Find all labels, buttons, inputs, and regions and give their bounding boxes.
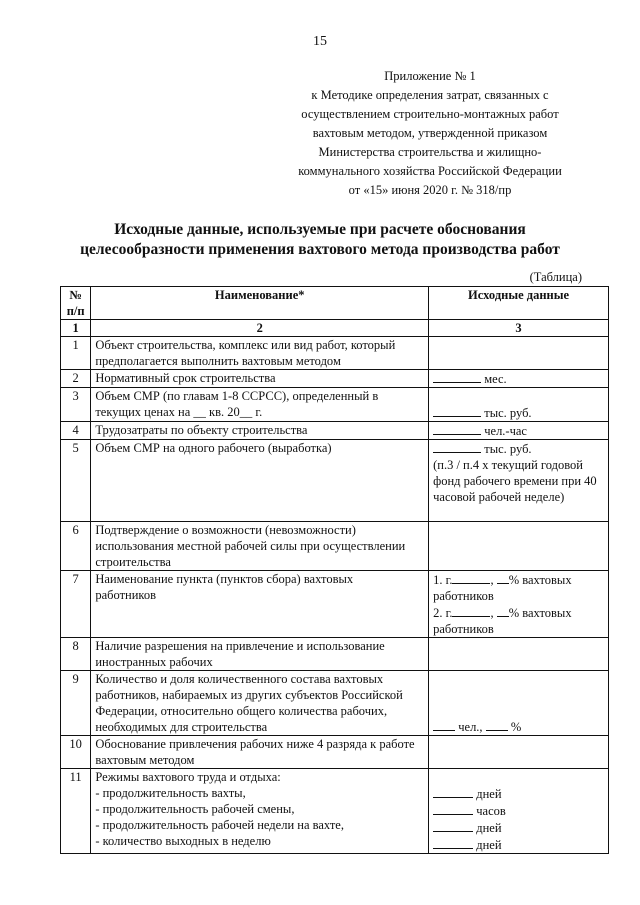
row-name-line: работников [95, 588, 157, 602]
row-name [91, 522, 429, 571]
unit: дней [476, 821, 502, 835]
pickup-tail-1: работников [433, 589, 494, 603]
pickup-point-2: 2. г. [433, 606, 453, 620]
unit: чел., [458, 720, 483, 734]
row-name [91, 736, 429, 769]
row-name-line: использования местной рабочей силы при осуществлении [95, 539, 406, 553]
row-name-line: Объем СМР на одного рабочего (выработка) [95, 441, 332, 455]
pickup-tail-2: работников [433, 622, 494, 636]
row-name-line: Подтверждение о возможности (невозможности) [95, 523, 356, 537]
pickup-share-2: % вахтовых [508, 606, 572, 620]
row-name [91, 422, 429, 440]
row-name-line: Трудозатраты по объекту строительства [95, 423, 308, 437]
row-num: 10 [61, 736, 91, 769]
row-name-line: строительства [95, 555, 171, 569]
column-number: 2 [91, 320, 429, 337]
row-num: 7 [61, 571, 91, 638]
row-data [429, 337, 609, 370]
unit: % [510, 720, 522, 734]
column-number: 3 [429, 320, 609, 337]
row-data [429, 736, 609, 769]
row-data [429, 422, 609, 440]
row-name-line: необходимых для строительства [95, 720, 268, 734]
row-name [91, 388, 429, 422]
row-num: 3 [61, 388, 91, 422]
row-data [429, 370, 609, 388]
row-name-line: Наличие разрешения на привлечение и использование [95, 639, 385, 653]
row-name-line: Федерации, относительно общего количества рабочих, [95, 704, 388, 718]
row-name-line: - продолжительность рабочей смены, [95, 802, 295, 816]
row-name [91, 671, 429, 736]
row-name-line: Объем СМР (по главам 1-8 ССРСС), определенный в [95, 389, 379, 403]
row-num: 9 [61, 671, 91, 736]
row-data: 1. г. , % вахтовых работников 2. г. , % вахтовых работников [429, 571, 609, 638]
table-row [61, 388, 609, 422]
row-name [91, 370, 429, 388]
document-title [40, 220, 600, 260]
appendix-line: от «15» июня 2020 г. № 318/пр [348, 183, 512, 197]
row-name-line: предполагается выполнить вахтовым методом [95, 354, 341, 368]
title-line: Исходные данные, используемые при расчете обоснования [114, 221, 526, 238]
unit: часов [476, 804, 506, 818]
source-data-table [60, 286, 609, 854]
row-data [429, 769, 609, 854]
row-num: 8 [61, 638, 91, 671]
appendix-line: Приложение № 1 [384, 69, 476, 83]
column-number: 1 [61, 320, 91, 337]
title-line: целесообразности применения вахтового метода производства работ [80, 241, 560, 258]
header-row [61, 287, 609, 320]
row-num: 6 [61, 522, 91, 571]
header-num-line1: № [69, 288, 82, 302]
row-num: 2 [61, 370, 91, 388]
row-name-line: - продолжительность рабочей недели на вахте, [95, 818, 344, 832]
unit: тыс. руб. [484, 442, 532, 456]
header-num [61, 287, 91, 320]
table-row [61, 440, 609, 522]
row-name [91, 337, 429, 370]
row-data [429, 440, 609, 522]
table-row [61, 337, 609, 370]
unit: чел.-час [484, 424, 527, 438]
table-row [61, 769, 609, 854]
row-name-line: Объект строительства, комплекс или вид работ, который [95, 338, 396, 352]
row-name-line: иностранных рабочих [95, 655, 213, 669]
pickup-point-1: 1. г. [433, 573, 453, 587]
row-name [91, 638, 429, 671]
table-row [61, 571, 609, 638]
table-row [61, 671, 609, 736]
unit: дней [476, 838, 502, 852]
table-row [61, 522, 609, 571]
appendix-line: коммунального хозяйства Российской Федерации [298, 164, 562, 178]
row-data [429, 388, 609, 422]
appendix-line: Министерства строительства и жилищно- [318, 145, 542, 159]
appendix-line: к Методике определения затрат, связанных с [311, 88, 549, 102]
table-row [61, 736, 609, 769]
row-name-line: текущих ценах на __ кв. 20__ г. [95, 405, 263, 419]
row-num: 11 [61, 769, 91, 854]
appendix-header [290, 67, 570, 200]
appendix-line: осуществлением строительно-монтажных работ [301, 107, 559, 121]
row-name [91, 440, 429, 522]
row-name-line: Количество и доля количественного состава вахтовых [95, 672, 384, 686]
row-name-line: - продолжительность вахты, [95, 786, 246, 800]
appendix-line: вахтовым методом, утвержденной приказом [312, 126, 548, 140]
column-number-row [61, 320, 609, 337]
row-num: 1 [61, 337, 91, 370]
note-line: фонд рабочего времени при 40 [433, 474, 597, 488]
row-data [429, 522, 609, 571]
row-name-line: Нормативный срок строительства [95, 371, 276, 385]
page-number: 15 [313, 34, 327, 49]
row-name-line: вахтовым методом [95, 753, 195, 767]
table-row [61, 370, 609, 388]
row-name-line: Наименование пункта (пунктов сбора) вахтовых [95, 572, 354, 586]
row-name-line: работников, набираемых из других субъектов Российской [95, 688, 403, 702]
note-line: (п.3 / п.4 х текущий годовой [433, 458, 583, 472]
row-name [91, 571, 429, 638]
table-label: (Таблица) [529, 270, 582, 284]
header-data: Исходные данные [429, 287, 609, 320]
header-name: Наименование* [91, 287, 429, 320]
row-data [429, 671, 609, 736]
header-num-line2: п/п [66, 304, 85, 318]
unit: дней [476, 787, 502, 801]
pickup-share-1: % вахтовых [508, 573, 572, 587]
note-line: часовой рабочей неделе) [433, 490, 565, 504]
row-num: 5 [61, 440, 91, 522]
row-num: 4 [61, 422, 91, 440]
unit: мес. [484, 372, 507, 386]
table-row [61, 422, 609, 440]
table-row [61, 638, 609, 671]
row-name [91, 769, 429, 854]
row-name-line: Режимы вахтового труда и отдыха: [95, 770, 281, 784]
unit: тыс. руб. [484, 406, 532, 420]
row-data [429, 638, 609, 671]
row-name-line: - количество выходных в неделю [95, 834, 271, 848]
row-name-line: Обоснование привлечения рабочих ниже 4 разряда к работе [95, 737, 415, 751]
